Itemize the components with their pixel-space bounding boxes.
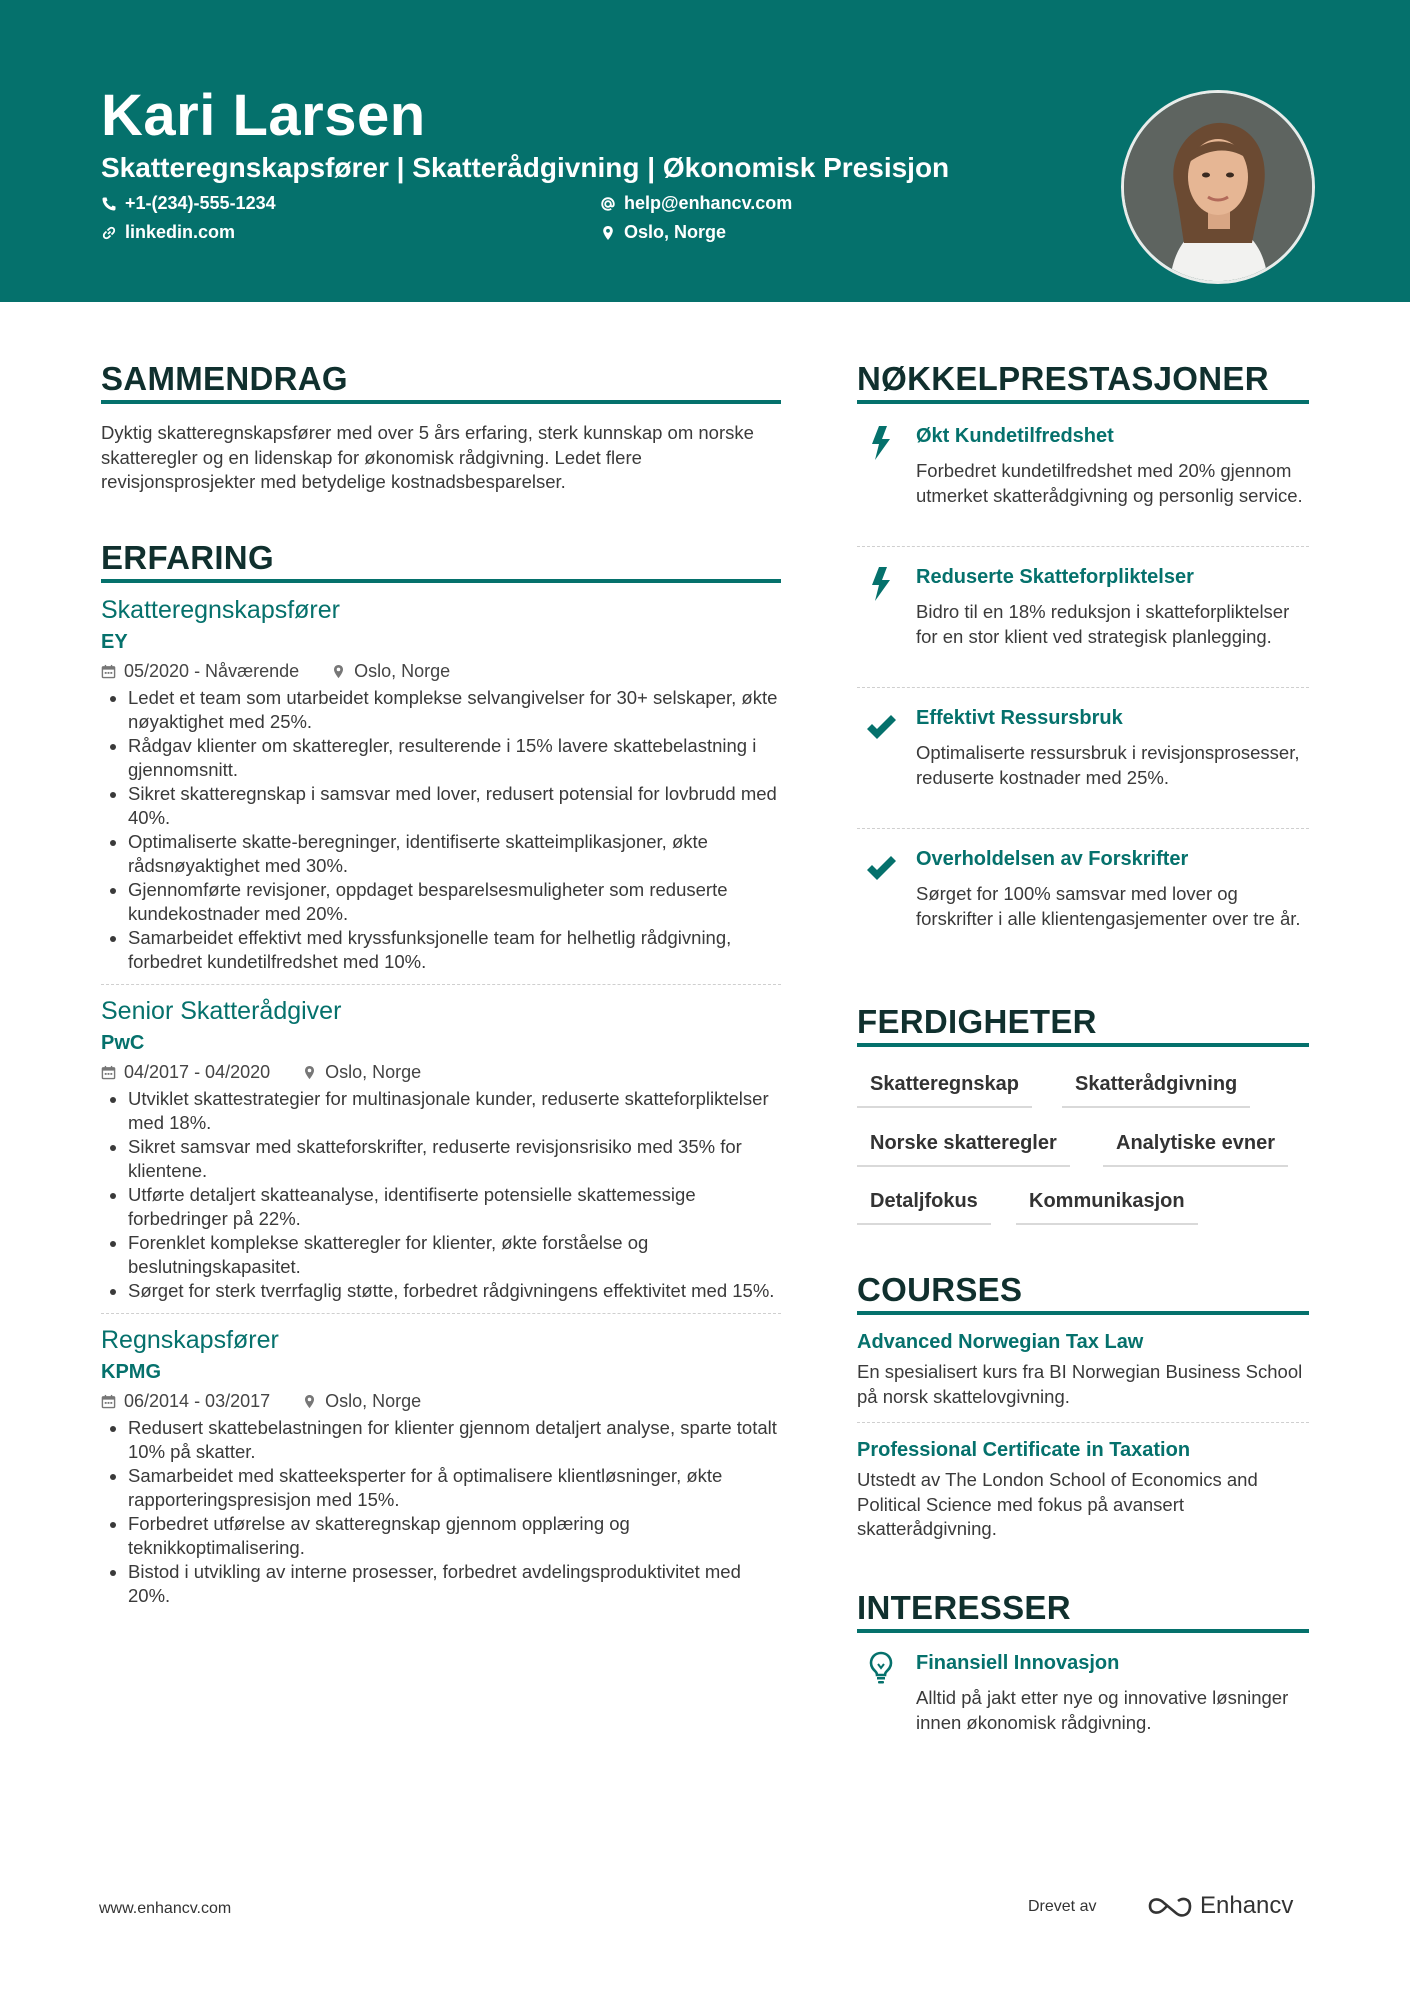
bullet-item: • Sørget for sterk tverrfaglig støtte, forbedret rådgivningens effektivitet med 15%. xyxy=(128,1279,781,1303)
job-bullets xyxy=(101,1087,781,1303)
courses-heading: COURSES xyxy=(857,1271,1309,1315)
job-dates: 06/2014 - 03/2017 xyxy=(124,1391,271,1411)
bullet-item: • Ledet et team som utarbeidet komplekse selvangivelser for 30+ selskaper, økte nøyaktighet med 25%. xyxy=(128,686,781,734)
brand-name: Enhancv xyxy=(1200,1892,1294,1919)
calendar-icon xyxy=(101,1065,116,1080)
course-item xyxy=(857,1439,1309,1542)
profile-photo xyxy=(1121,90,1315,284)
at-icon xyxy=(600,196,616,212)
job-meta xyxy=(101,661,781,682)
bullet-item: • Samarbeidet med skatteeksperter for å optimalisere klientløsninger, økte rapporteringspresisjon med 15%. xyxy=(128,1464,781,1512)
job-dates: 05/2020 - Nåværende xyxy=(124,661,300,681)
job-entry xyxy=(101,997,781,1303)
course-desc: Utstedt av The London School of Economics and Political Science med fokus på avansert skatterådgivning. xyxy=(857,1469,1258,1539)
phone-contact[interactable] xyxy=(101,193,276,214)
divider xyxy=(857,1422,1309,1423)
job-meta xyxy=(101,1062,781,1083)
achievement-desc: Forbedret kundetilfredshet med 20% gjennom utmerket skatterådgivning og personlig service. xyxy=(916,460,1303,506)
skill-tag: Skatteregnskap xyxy=(857,1073,1032,1108)
skill-tag: Detaljfokus xyxy=(857,1190,991,1225)
divider xyxy=(101,984,781,985)
check-icon xyxy=(865,709,897,745)
skill-tag: Norske skatteregler xyxy=(857,1132,1070,1167)
footer-powered-by: Drevet av xyxy=(1028,1898,1097,1915)
phone-icon xyxy=(101,196,117,212)
interest-title: Finansiell Innovasjon xyxy=(916,1652,1120,1674)
interest-item xyxy=(857,1652,1309,1742)
bolt-icon xyxy=(865,566,897,602)
divider xyxy=(857,546,1309,547)
email-contact[interactable] xyxy=(600,193,792,214)
email-text: help@enhancv.com xyxy=(624,193,793,213)
link-icon xyxy=(101,225,117,241)
bullet-item: • Forbedret utførelse av skatteregnskap gjennom opplæring og teknikkoptimalisering. xyxy=(128,1512,781,1560)
course-title: Professional Certificate in Taxation xyxy=(857,1439,1191,1461)
enhancv-logo[interactable] xyxy=(1146,1892,1293,1920)
achievement-title: Effektivt Ressursbruk xyxy=(916,707,1123,729)
job-location: Oslo, Norge xyxy=(325,1391,422,1411)
achievement-title: Økt Kundetilfredshet xyxy=(916,425,1114,447)
divider xyxy=(857,687,1309,688)
lightbulb-icon xyxy=(865,1650,897,1686)
bullet-item: • Utviklet skattestrategier for multinasjonale kunder, reduserte skatteforpliktelser med 18%. xyxy=(128,1087,781,1135)
calendar-icon xyxy=(101,1394,116,1409)
summary-heading: SAMMENDRAG xyxy=(101,360,781,404)
achievement-item xyxy=(857,425,1309,547)
linkedin-contact[interactable] xyxy=(101,222,235,243)
linkedin-text: linkedin.com xyxy=(125,222,236,242)
bullet-item: • Optimaliserte skatte-beregninger, identifiserte skatteimplikasjoner, økte rådsnøyaktighet med 30%. xyxy=(128,830,781,878)
candidate-name: Kari Larsen xyxy=(101,83,426,148)
bullet-item: • Sikret skatteregnskap i samsvar med lover, redusert potensial for lovbrudd med 40%. xyxy=(128,782,781,830)
footer-website[interactable]: www.enhancv.com xyxy=(99,1900,232,1917)
skill-tag: Analytiske evner xyxy=(1103,1132,1288,1167)
phone-text: +1-(234)-555-1234 xyxy=(125,193,276,213)
achievements-heading: NØKKELPRESTASJONER xyxy=(857,360,1309,404)
achievement-desc: Sørget for 100% samsvar med lover og forskrifter i alle klientengasjementer over tre år. xyxy=(916,883,1301,929)
job-entry xyxy=(101,596,781,974)
job-location: Oslo, Norge xyxy=(325,1062,422,1082)
bolt-icon xyxy=(865,425,897,461)
skill-tag: Skatterådgivning xyxy=(1062,1073,1250,1108)
check-icon xyxy=(865,850,897,886)
bullet-item: • Samarbeidet effektivt med kryssfunksjonelle team for helhetlig rådgivning, forbedret kundetilfredshet med 10%. xyxy=(128,926,781,974)
company-name: PwC xyxy=(101,1032,145,1054)
achievement-desc: Optimaliserte ressursbruk i revisjonsprosesser, reduserte kostnader med 25%. xyxy=(916,742,1300,788)
achievement-desc: Bidro til en 18% reduksjon i skatteforpliktelser for en stor klient ved strategisk planlegging. xyxy=(916,601,1290,647)
job-location: Oslo, Norge xyxy=(354,661,451,681)
bullet-item: • Redusert skattebelastningen for klienter gjennom detaljert analyse, sparte totalt 10% på skatter. xyxy=(128,1416,781,1464)
job-title: Regnskapsfører xyxy=(101,1326,279,1354)
divider xyxy=(101,1313,781,1314)
calendar-icon xyxy=(101,664,116,679)
job-bullets xyxy=(101,686,781,974)
skill-tag: Kommunikasjon xyxy=(1016,1190,1198,1225)
infinity-logo-icon xyxy=(1146,1893,1194,1919)
interests-heading: INTERESSER xyxy=(857,1589,1309,1633)
location-pin-icon xyxy=(302,1394,317,1409)
interest-desc: Alltid på jakt etter nye og innovative løsninger innen økonomisk rådgivning. xyxy=(916,1687,1289,1733)
job-title: Senior Skatterådgiver xyxy=(101,997,342,1025)
experience-heading: ERFARING xyxy=(101,539,781,583)
achievement-title: Reduserte Skatteforpliktelser xyxy=(916,566,1194,588)
bullet-item: • Forenklet komplekse skatteregler for klienter, økte forståelse og beslutningskapasitet. xyxy=(128,1231,781,1279)
job-bullets xyxy=(101,1416,781,1608)
bullet-item: • Utførte detaljert skatteanalyse, identifiserte potensielle skattemessige forbedringer på 22%. xyxy=(128,1183,781,1231)
bullet-item: • Rådgav klienter om skatteregler, resulterende i 15% lavere skattebelastning i gjennomsnitt. xyxy=(128,734,781,782)
bullet-item: • Sikret samsvar med skatteforskrifter, reduserte revisjonsrisiko med 35% for klientene. xyxy=(128,1135,781,1183)
company-name: EY xyxy=(101,631,128,653)
company-name: KPMG xyxy=(101,1361,161,1383)
header-banner xyxy=(0,0,1410,302)
course-item xyxy=(857,1331,1309,1409)
achievement-title: Overholdelsen av Forskrifter xyxy=(916,848,1189,870)
bullet-item: • Gjennomførte revisjoner, oppdaget besparelsesmuligheter som reduserte kundekostnader med 20%. xyxy=(128,878,781,926)
location-contact xyxy=(600,222,726,243)
achievement-item xyxy=(857,566,1309,688)
job-meta xyxy=(101,1391,781,1412)
achievement-item xyxy=(857,848,1309,970)
summary-text: Dyktig skatteregnskapsfører med over 5 års erfaring, sterk kunnskap om norske skatteregler og en lidenskap for økonomisk rådgivning. Ledet flere revisjonsprosjekter med betydelige kostnadsbesparelser. xyxy=(101,422,754,492)
experience-list xyxy=(101,596,781,1608)
location-pin-icon xyxy=(331,664,346,679)
location-text: Oslo, Norge xyxy=(624,222,727,242)
job-title: Skatteregnskapsfører xyxy=(101,596,340,624)
location-pin-icon xyxy=(600,225,616,241)
job-entry xyxy=(101,1326,781,1608)
location-pin-icon xyxy=(302,1065,317,1080)
job-dates: 04/2017 - 04/2020 xyxy=(124,1062,271,1082)
skills-heading: FERDIGHETER xyxy=(857,1003,1309,1047)
candidate-tagline: Skatteregnskapsfører | Skatterådgivning | Økonomisk Presisjon xyxy=(101,152,950,183)
achievement-item xyxy=(857,707,1309,829)
divider xyxy=(857,828,1309,829)
course-title: Advanced Norwegian Tax Law xyxy=(857,1331,1144,1353)
course-desc: En spesialisert kurs fra BI Norwegian Business School på norsk skattelovgivning. xyxy=(857,1361,1303,1407)
bullet-item: • Bistod i utvikling av interne prosesser, forbedret avdelingsproduktivitet med 20%. xyxy=(128,1560,781,1608)
